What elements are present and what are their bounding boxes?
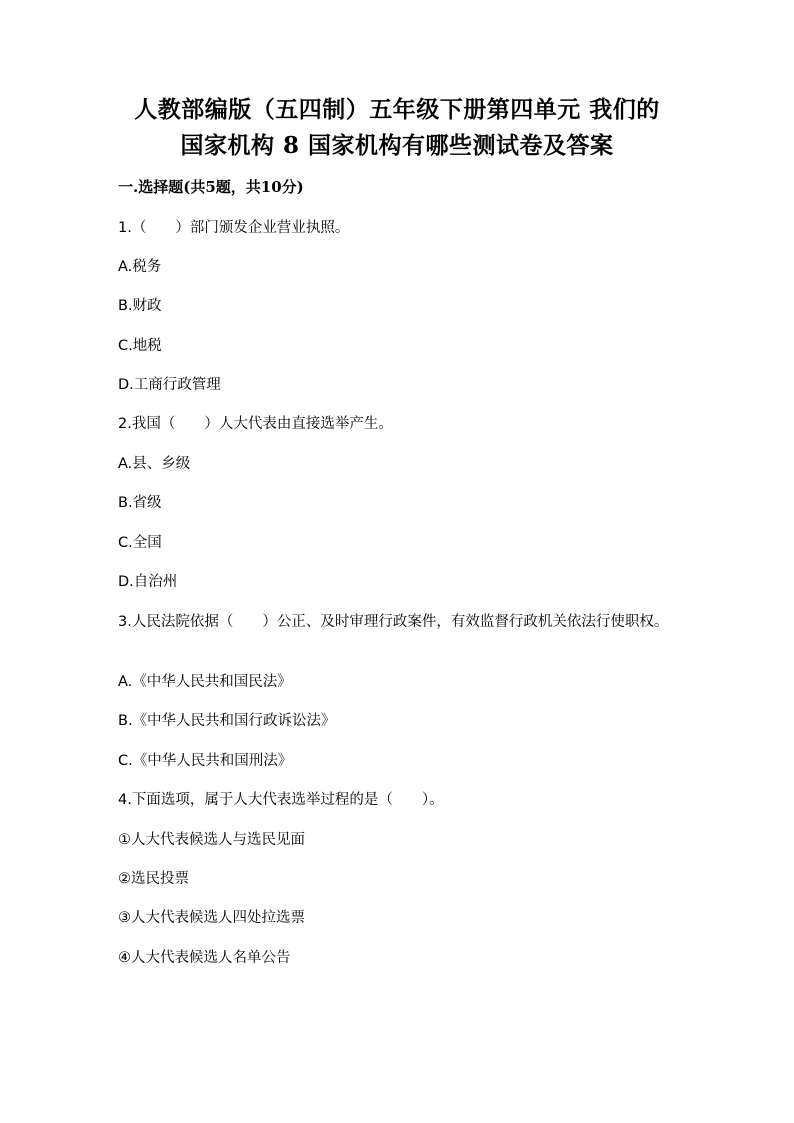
question-1-option-d: D.工商行政管理	[118, 377, 221, 393]
question-4-item-3: ③人大代表候选人四处拉选票	[118, 910, 305, 926]
question-4-stem: 4.下面选项，属于人大代表选举过程的是（ ）。	[118, 792, 444, 808]
question-2-option-a: A.县、乡级	[118, 456, 191, 472]
question-4-item-2: ②选民投票	[118, 871, 189, 887]
question-4-item-1: ①人大代表候选人与选民见面	[118, 832, 305, 848]
question-1-option-a: A.税务	[118, 259, 162, 275]
question-3-stem: 3.人民法院依据（ ）公正、及时审理行政案件，有效监督行政机关依法行使职权。	[118, 614, 669, 630]
question-2-option-c: C.全国	[118, 535, 162, 551]
question-2-option-b: B.省级	[118, 495, 162, 511]
question-4-item-4: ④人大代表候选人名单公告	[118, 950, 291, 966]
question-2-stem: 2.我国（ ）人大代表由直接选举产生。	[118, 416, 393, 432]
section-heading: 一.选择题(共5题，共10分)	[118, 178, 304, 196]
document-title	[0, 92, 794, 164]
question-2-option-d: D.自治州	[118, 574, 178, 590]
title-line-1: 人教部编版（五四制）五年级下册第四单元 我们的	[134, 96, 660, 123]
question-1-option-c: C.地税	[118, 338, 162, 354]
question-3-option-c: C.《中华人民共和国刑法》	[118, 753, 293, 769]
question-3-option-b: B.《中华人民共和国行政诉讼法》	[118, 713, 336, 729]
question-1-option-b: B.财政	[118, 298, 162, 314]
question-1-stem: 1.（ ）部门颁发企业营业执照。	[118, 220, 350, 236]
question-3-option-a: A.《中华人民共和国民法》	[118, 674, 292, 690]
title-line-2: 国家机构 8 国家机构有哪些测试卷及答案	[180, 132, 614, 159]
